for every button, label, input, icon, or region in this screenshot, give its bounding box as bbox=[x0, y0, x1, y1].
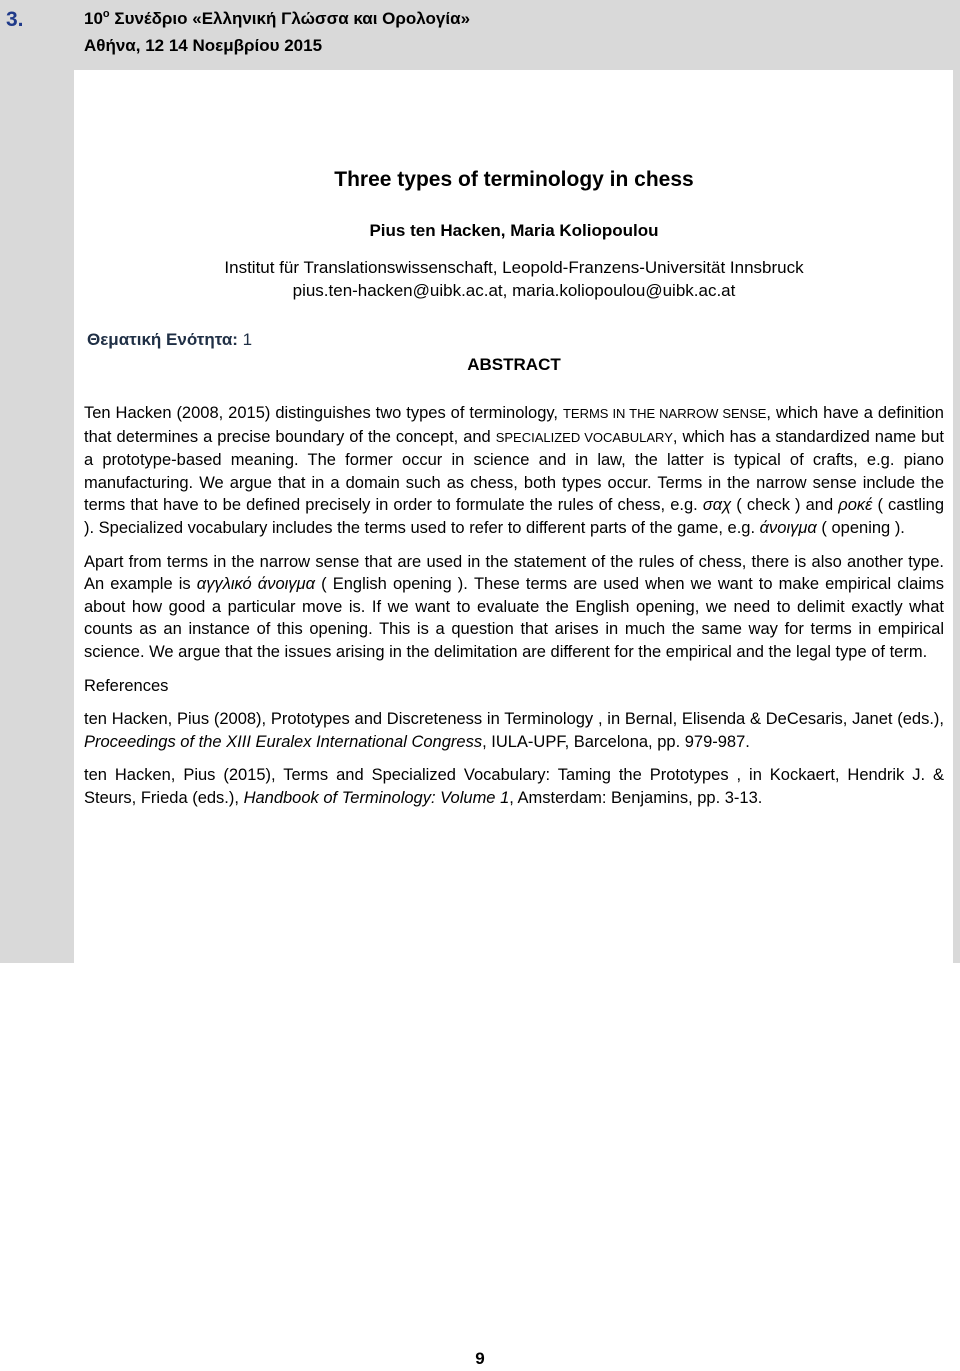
affiliation: Institut für Translationswissenschaft, Leopold-Franzens-Universität Innsbruck bbox=[224, 258, 804, 277]
abstract-paragraph-1 bbox=[84, 402, 944, 540]
greek-term: ροκέ bbox=[838, 496, 873, 515]
paper-authors: Pius ten Hacken, Maria Koliopoulou bbox=[369, 221, 659, 240]
term-narrow-sense: TERMS IN THE NARROW SENSE bbox=[562, 406, 767, 421]
term-specialized-vocabulary: SPECIALIZED VOCABULARY bbox=[495, 429, 673, 445]
text: ( opening ). bbox=[816, 518, 905, 537]
abstract-paragraph-2 bbox=[84, 551, 944, 664]
text: , IULA-UPF, Barcelona, pp. 979-987. bbox=[482, 732, 750, 751]
conference-place-date: Αθήνα, 12 14 Νοεμβρίου 2015 bbox=[84, 36, 323, 55]
greek-term: άνοιγμα bbox=[759, 518, 817, 537]
text: ( castling ). Specialized vocabulary includes the terms used to refer to different parts of the game, e.g. bbox=[84, 496, 944, 537]
reference-item bbox=[84, 708, 944, 753]
ref-title: Handbook of Terminology: Volume 1 bbox=[243, 788, 510, 807]
abstract-heading: ABSTRACT bbox=[467, 355, 561, 374]
section-margin bbox=[0, 0, 70, 963]
abstract-body bbox=[84, 402, 944, 821]
text: , Amsterdam: Benjamins, pp. 3-13. bbox=[509, 788, 763, 807]
conf-name: Συνέδριο «Ελληνική Γλώσσα και Ορολογία» bbox=[109, 9, 471, 28]
theme-line bbox=[87, 330, 252, 350]
affiliation-block bbox=[84, 256, 944, 302]
text: ( English opening ). These terms are used when we want to make empirical claims about how good a particular move is. If we want to evaluate the English opening, we need to delimit exactly what counts as an instance of this opening. This is a question that arises in much the same way for terms in empirical science. We argue that the issues arising in the delimitation are different for the empirical and the legal type of term. bbox=[84, 575, 944, 661]
text: ( check ) and bbox=[731, 496, 839, 515]
text: ten Hacken, Pius (2015), Terms and Specialized Vocabulary: Taming the Prototypes , in Kockaert, Hendrik J. & Steurs, Frieda (eds.), bbox=[84, 766, 944, 807]
paper-title: Three types of terminology in chess bbox=[334, 168, 694, 191]
reference-item bbox=[84, 764, 944, 809]
conf-number: 10 bbox=[84, 9, 103, 28]
frame-right bbox=[953, 70, 960, 963]
conf-superscript: ο bbox=[102, 8, 110, 20]
author-emails: pius.ten-hacken@uibk.ac.at, maria.koliopoulou@uibk.ac.at bbox=[292, 281, 736, 300]
ref-title: Proceedings of the XIII Euralex International Congress bbox=[84, 732, 483, 751]
frame-left bbox=[70, 70, 74, 963]
text: Ten Hacken (2008, 2015) distinguishes two types of terminology, bbox=[84, 404, 563, 422]
text: , which has a standardized name but a prototype-based meaning. The former occur in science and in law, the latter is typical of crafts, e.g. piano manufacturing. We argue that in a domain such as chess, both types occur. Terms in the narrow sense include the terms that have to be defined precisely in order to formulate the rules of chess, e.g. bbox=[84, 427, 944, 515]
text: , which have a definition that determines a precise boundary of the concept, and bbox=[84, 404, 944, 446]
conference-title bbox=[84, 8, 470, 29]
theme-label: Θεματική Ενότητα: bbox=[87, 330, 238, 349]
theme-value: 1 bbox=[237, 330, 253, 349]
text: ten Hacken, Pius (2008), Prototypes and Discreteness in Terminology , in Bernal, Elisenda & DeCesaris, Janet (eds.), bbox=[84, 710, 944, 729]
references-heading: References bbox=[84, 676, 169, 695]
greek-term: αγγλικό άνοιγμα bbox=[196, 575, 316, 594]
text: Apart from terms in the narrow sense that are used in the statement of the rules of chess, there is also another type. An example is bbox=[84, 552, 944, 594]
section-number: 3. bbox=[6, 8, 24, 31]
greek-term: σαχ bbox=[702, 496, 732, 515]
page-number: 9 bbox=[475, 1349, 485, 1368]
